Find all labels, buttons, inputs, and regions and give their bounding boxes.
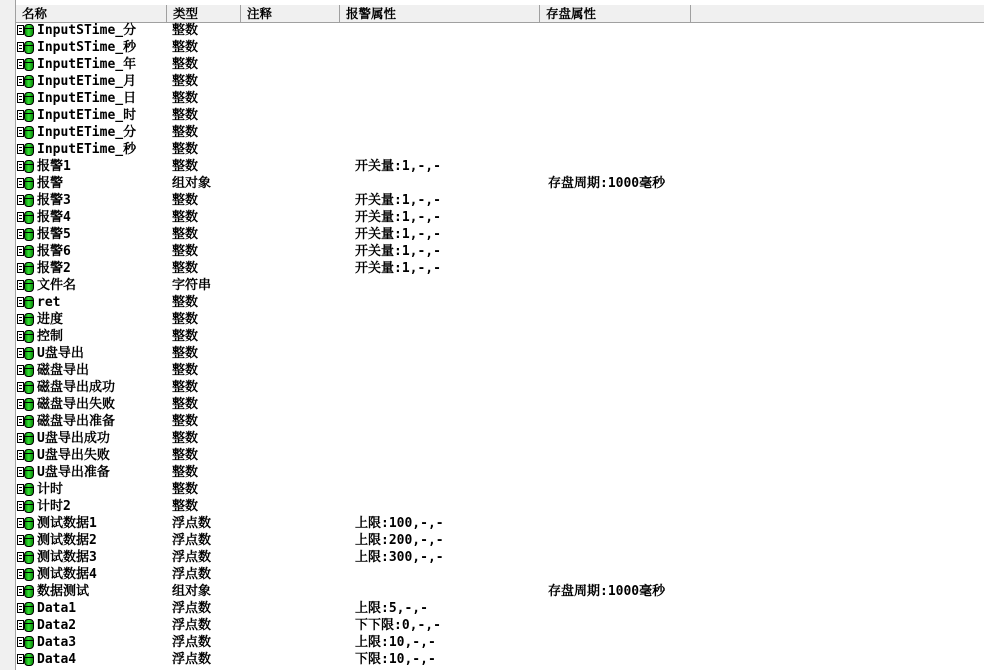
table-row[interactable]	[17, 345, 984, 362]
alarm-attr-cell: 开关量:1,-,-	[355, 244, 441, 259]
variable-name-cell	[17, 600, 76, 617]
table-row[interactable]	[17, 515, 984, 532]
table-row[interactable]	[17, 600, 984, 617]
variable-name: ret	[37, 295, 61, 310]
save-attr-cell: 存盘周期:1000毫秒	[548, 584, 666, 599]
variable-name: U盘导出准备	[37, 465, 110, 480]
variable-type-cell: 浮点数	[172, 550, 212, 565]
database-variable-icon	[17, 380, 36, 395]
variable-name: 计时	[37, 482, 64, 497]
variable-type-cell: 整数	[172, 125, 199, 140]
variable-name-cell	[17, 532, 97, 549]
variable-type-cell: 整数	[172, 40, 199, 55]
variable-name: 数据测试	[37, 584, 90, 599]
variable-name-cell	[17, 90, 136, 107]
database-variable-icon	[17, 108, 36, 123]
column-header-comment[interactable]: 注释	[241, 5, 340, 22]
variable-type-cell: 整数	[172, 91, 199, 106]
database-variable-icon	[17, 91, 36, 106]
database-variable-icon	[17, 261, 36, 276]
variable-name: 测试数据1	[37, 516, 97, 531]
table-row[interactable]	[17, 107, 984, 124]
variable-name-cell	[17, 498, 71, 515]
variable-type-cell: 浮点数	[172, 635, 212, 650]
variable-type-cell: 整数	[172, 329, 199, 344]
table-row[interactable]	[17, 617, 984, 634]
variable-name: 报警	[37, 176, 64, 191]
variable-name-cell	[17, 515, 97, 532]
database-variable-icon	[17, 210, 36, 225]
variable-name: Data1	[37, 601, 77, 616]
variable-type-cell: 整数	[172, 414, 199, 429]
variable-name-cell	[17, 209, 71, 226]
variable-type-cell: 整数	[172, 295, 199, 310]
variable-type-cell: 整数	[172, 23, 199, 38]
table-row[interactable]	[17, 260, 984, 277]
variable-name: Data4	[37, 652, 77, 667]
alarm-attr-cell: 开关量:1,-,-	[355, 193, 441, 208]
table-row[interactable]	[17, 226, 984, 243]
variable-name: 磁盘导出准备	[37, 414, 116, 429]
variable-name: 控制	[37, 329, 64, 344]
database-variable-icon	[17, 431, 36, 446]
variable-name: 磁盘导出成功	[37, 380, 116, 395]
database-variable-icon	[17, 550, 36, 565]
alarm-attr-cell: 下下限:0,-,-	[355, 618, 441, 633]
variable-name: InputETime_分	[37, 125, 137, 140]
variable-name-cell	[17, 175, 63, 192]
table-row[interactable]	[17, 158, 984, 175]
variable-name-cell	[17, 294, 60, 311]
alarm-attr-cell: 上限:200,-,-	[355, 533, 444, 548]
variable-name-cell	[17, 481, 63, 498]
variable-type-cell: 整数	[172, 193, 199, 208]
database-variable-icon	[17, 295, 36, 310]
variable-name: InputETime_日	[37, 91, 137, 106]
variable-list	[17, 22, 984, 670]
variable-name: 报警5	[37, 227, 71, 242]
variable-type-cell: 浮点数	[172, 601, 212, 616]
variable-name: U盘导出失败	[37, 448, 110, 463]
alarm-attr-cell: 上限:300,-,-	[355, 550, 444, 565]
database-variable-icon	[17, 482, 36, 497]
left-edge-gutter	[0, 0, 16, 670]
alarm-attr-cell: 开关量:1,-,-	[355, 210, 441, 225]
variable-type-cell: 整数	[172, 261, 199, 276]
column-header-name[interactable]: 名称	[16, 5, 167, 22]
variable-name-cell	[17, 328, 63, 345]
variable-type-cell: 整数	[172, 346, 199, 361]
table-row[interactable]	[17, 311, 984, 328]
database-variable-icon	[17, 159, 36, 174]
table-row[interactable]	[17, 362, 984, 379]
variable-name-cell	[17, 634, 76, 651]
variable-name-cell	[17, 396, 115, 413]
variable-name-cell	[17, 56, 136, 73]
variable-type-cell: 浮点数	[172, 652, 212, 667]
variable-name-cell	[17, 107, 136, 124]
variable-name-cell	[17, 379, 115, 396]
table-row[interactable]	[17, 277, 984, 294]
variable-name-cell	[17, 73, 136, 90]
database-variable-icon	[17, 448, 36, 463]
variable-name: 文件名	[37, 278, 77, 293]
variable-name: InputSTime_分	[37, 23, 137, 38]
variable-type-cell: 整数	[172, 57, 199, 72]
variable-name-cell	[17, 192, 71, 209]
table-row[interactable]	[17, 549, 984, 566]
database-variable-icon	[17, 193, 36, 208]
database-variable-icon	[17, 227, 36, 242]
table-row[interactable]	[17, 396, 984, 413]
variable-name: 磁盘导出失败	[37, 397, 116, 412]
variable-name: InputETime_月	[37, 74, 137, 89]
database-variable-icon	[17, 601, 36, 616]
database-variable-icon	[17, 40, 36, 55]
variable-name-cell	[17, 141, 136, 158]
variable-type-cell: 字符串	[172, 278, 212, 293]
variable-name: 进度	[37, 312, 64, 327]
alarm-attr-cell: 开关量:1,-,-	[355, 227, 441, 242]
database-variable-icon	[17, 465, 36, 480]
variable-name-cell	[17, 311, 63, 328]
table-row[interactable]	[17, 73, 984, 90]
variable-type-cell: 整数	[172, 499, 199, 514]
variable-name: 报警3	[37, 193, 71, 208]
variable-type-cell: 整数	[172, 108, 199, 123]
alarm-attr-cell: 下限:10,-,-	[355, 652, 436, 667]
variable-type-cell: 浮点数	[172, 533, 212, 548]
table-row[interactable]	[17, 209, 984, 226]
variable-name-cell	[17, 464, 110, 481]
variable-name: U盘导出	[37, 346, 84, 361]
database-variable-icon	[17, 346, 36, 361]
alarm-attr-cell: 上限:5,-,-	[355, 601, 428, 616]
column-header-save-attr[interactable]: 存盘属性	[540, 5, 691, 22]
table-row[interactable]	[17, 192, 984, 209]
variable-name: 测试数据4	[37, 567, 97, 582]
database-variable-icon	[17, 363, 36, 378]
variable-name-cell	[17, 651, 76, 668]
column-header-type[interactable]: 类型	[167, 5, 241, 22]
variable-name-cell	[17, 566, 97, 583]
variable-type-cell: 整数	[172, 312, 199, 327]
variable-name-cell	[17, 413, 115, 430]
database-variable-icon	[17, 278, 36, 293]
variable-name: InputSTime_秒	[37, 40, 137, 55]
variable-name: InputETime_秒	[37, 142, 137, 157]
table-row[interactable]	[17, 39, 984, 56]
variable-name: 报警4	[37, 210, 71, 225]
table-row[interactable]	[17, 56, 984, 73]
variable-type-cell: 组对象	[172, 176, 212, 191]
database-variable-icon	[17, 74, 36, 89]
table-row[interactable]	[17, 328, 984, 345]
variable-type-cell: 整数	[172, 363, 199, 378]
table-row[interactable]	[17, 22, 984, 39]
variable-name-cell	[17, 226, 71, 243]
variable-name: 报警1	[37, 159, 71, 174]
variable-type-cell: 整数	[172, 380, 199, 395]
alarm-attr-cell: 开关量:1,-,-	[355, 261, 441, 276]
table-row[interactable]	[17, 243, 984, 260]
variable-name: U盘导出成功	[37, 431, 110, 446]
variable-name: 磁盘导出	[37, 363, 90, 378]
table-row[interactable]	[17, 90, 984, 107]
variable-type-cell: 整数	[172, 227, 199, 242]
variable-type-cell: 整数	[172, 397, 199, 412]
variable-type-cell: 整数	[172, 448, 199, 463]
alarm-attr-cell: 上限:10,-,-	[355, 635, 436, 650]
table-row[interactable]	[17, 464, 984, 481]
database-variable-icon	[17, 57, 36, 72]
variable-type-cell: 整数	[172, 482, 199, 497]
database-variable-icon	[17, 635, 36, 650]
variable-type-cell: 浮点数	[172, 618, 212, 633]
variable-name: Data2	[37, 618, 77, 633]
variable-name: 计时2	[37, 499, 71, 514]
database-variable-icon	[17, 584, 36, 599]
database-variable-icon	[17, 176, 36, 191]
database-variable-icon	[17, 533, 36, 548]
table-row[interactable]	[17, 481, 984, 498]
alarm-attr-cell: 开关量:1,-,-	[355, 159, 441, 174]
variable-name-cell	[17, 243, 71, 260]
variable-type-cell: 整数	[172, 465, 199, 480]
variable-type-cell: 组对象	[172, 584, 212, 599]
variable-name-cell	[17, 124, 136, 141]
variable-name-cell	[17, 617, 76, 634]
variable-name-cell	[17, 447, 110, 464]
table-row[interactable]	[17, 566, 984, 583]
database-variable-icon	[17, 125, 36, 140]
variable-type-cell: 整数	[172, 210, 199, 225]
variable-type-cell: 浮点数	[172, 567, 212, 582]
variable-type-cell: 整数	[172, 142, 199, 157]
variable-name: Data3	[37, 635, 77, 650]
database-variable-icon	[17, 397, 36, 412]
variable-name-cell	[17, 158, 71, 175]
database-variable-icon	[17, 652, 36, 667]
variable-name: InputETime_时	[37, 108, 137, 123]
variable-name-cell	[17, 583, 89, 600]
database-variable-icon	[17, 244, 36, 259]
variable-type-cell: 整数	[172, 159, 199, 174]
database-variable-icon	[17, 329, 36, 344]
table-row[interactable]	[17, 430, 984, 447]
table-row[interactable]	[17, 498, 984, 515]
table-row[interactable]	[17, 651, 984, 668]
variable-name-cell	[17, 549, 97, 566]
table-row[interactable]	[17, 447, 984, 464]
variable-type-cell: 整数	[172, 244, 199, 259]
table-row[interactable]	[17, 175, 984, 192]
column-header-alarm-attr[interactable]: 报警属性	[340, 5, 540, 22]
list-header	[16, 4, 984, 23]
variable-name-cell	[17, 345, 84, 362]
variable-name-cell	[17, 22, 136, 39]
variable-name: 测试数据3	[37, 550, 97, 565]
variable-name-cell	[17, 430, 110, 447]
table-row[interactable]	[17, 141, 984, 158]
variable-name: 测试数据2	[37, 533, 97, 548]
table-row[interactable]	[17, 124, 984, 141]
database-variable-icon	[17, 499, 36, 514]
database-variable-icon	[17, 567, 36, 582]
table-row[interactable]	[17, 532, 984, 549]
save-attr-cell: 存盘周期:1000毫秒	[548, 176, 666, 191]
database-variable-icon	[17, 312, 36, 327]
database-variable-icon	[17, 23, 36, 38]
variable-type-cell: 整数	[172, 431, 199, 446]
database-variable-icon	[17, 516, 36, 531]
variable-name-cell	[17, 277, 76, 294]
database-variable-icon	[17, 618, 36, 633]
database-variable-icon	[17, 414, 36, 429]
table-row[interactable]	[17, 379, 984, 396]
variable-name-cell	[17, 39, 136, 56]
table-row[interactable]	[17, 294, 984, 311]
variable-name: InputETime_年	[37, 57, 137, 72]
variable-type-cell: 浮点数	[172, 516, 212, 531]
table-row[interactable]	[17, 634, 984, 651]
table-row[interactable]	[17, 583, 984, 600]
variable-name: 报警6	[37, 244, 71, 259]
variable-type-cell: 整数	[172, 74, 199, 89]
variable-name-cell	[17, 260, 71, 277]
variable-name-cell	[17, 362, 89, 379]
table-row[interactable]	[17, 413, 984, 430]
variable-name: 报警2	[37, 261, 71, 276]
database-variable-icon	[17, 142, 36, 157]
alarm-attr-cell: 上限:100,-,-	[355, 516, 444, 531]
